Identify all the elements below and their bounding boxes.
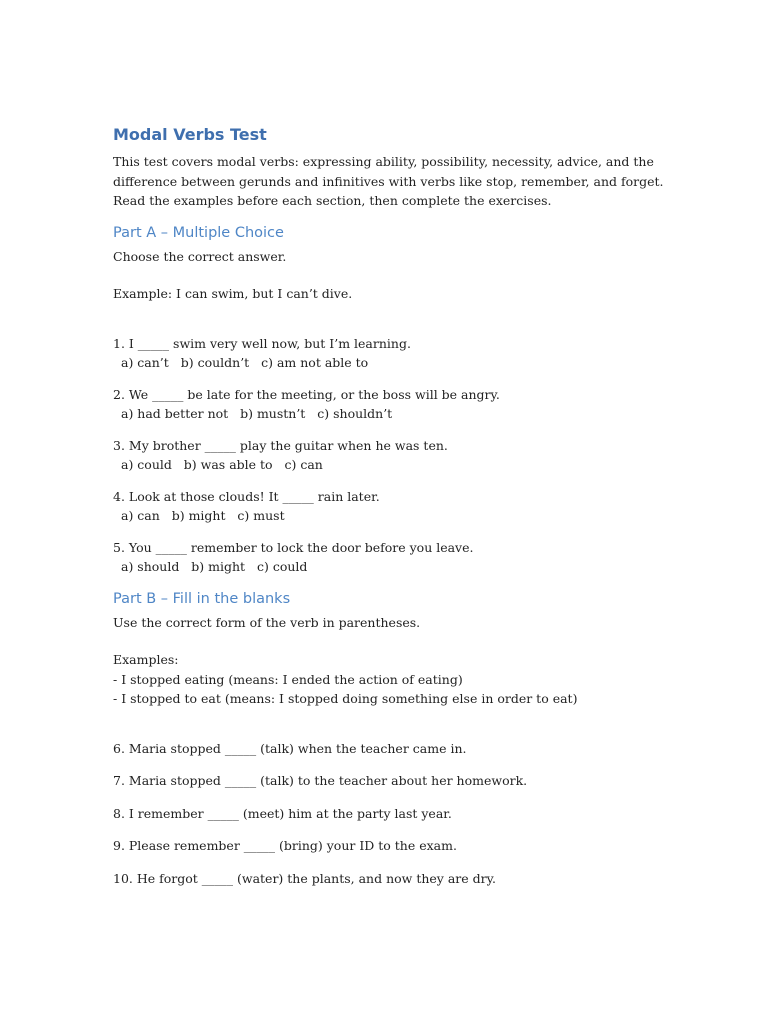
- question-text: 1. I _____ swim very well now, but I’m learning.: [113, 335, 411, 351]
- part-b-heading: Part B – Fill in the blanks: [113, 590, 291, 607]
- question-6: 6. Maria stopped _____ (talk) when the teacher came in.: [113, 740, 467, 756]
- question-options: a) can’t b) couldn’t c) am not able to: [121, 355, 369, 370]
- question-8: 8. I remember _____ (meet) him at the party last year.: [113, 805, 452, 821]
- question-options: a) can b) might c) must: [121, 508, 285, 523]
- question-text: 5. You _____ remember to lock the door before you leave.: [113, 539, 474, 555]
- question-4: [113, 487, 673, 526]
- question-10: 10. He forgot _____ (water) the plants, and now they are dry.: [113, 870, 496, 886]
- question-3: [113, 436, 673, 475]
- question-options: a) had better not b) mustn’t c) shouldn’t: [121, 406, 393, 421]
- part-b-instruction: Use the correct form of the verb in parentheses.: [113, 614, 421, 630]
- question-9: 9. Please remember _____ (bring) your ID to the exam.: [113, 838, 457, 853]
- question-2: [113, 385, 673, 424]
- question-text: 4. Look at those clouds! It _____ rain later.: [113, 488, 380, 504]
- question-text: 3. My brother _____ play the guitar when he was ten.: [113, 437, 448, 453]
- question-text: 2. We _____ be late for the meeting, or the boss will be angry.: [113, 386, 500, 402]
- intro-paragraph: This test covers modal verbs: expressing ability, possibility, necessity, advice, and the difference between gerunds and infinitives with verbs like stop, remember, and forget. Read the examples before each section, then complete the exercises.: [113, 154, 664, 208]
- part-a-instruction: Choose the correct answer.: [113, 248, 287, 264]
- examples-label: Examples:: [113, 652, 179, 667]
- question-5: [113, 538, 673, 577]
- part-a-example: Example: I can swim, but I can’t dive.: [113, 286, 353, 301]
- example-line: - I stopped to eat (means: I stopped doing something else in order to eat): [113, 691, 578, 706]
- example-line: - I stopped eating (means: I ended the action of eating): [113, 671, 463, 687]
- part-a-heading: Part A – Multiple Choice: [113, 224, 284, 241]
- question-options: a) should b) might c) could: [121, 559, 308, 574]
- question-1: [113, 334, 673, 373]
- question-7: 7. Maria stopped _____ (talk) to the teacher about her homework.: [113, 773, 528, 788]
- document-page: [113, 124, 673, 901]
- document-title: Modal Verbs Test: [113, 125, 267, 144]
- question-options: a) could b) was able to c) can: [121, 457, 323, 472]
